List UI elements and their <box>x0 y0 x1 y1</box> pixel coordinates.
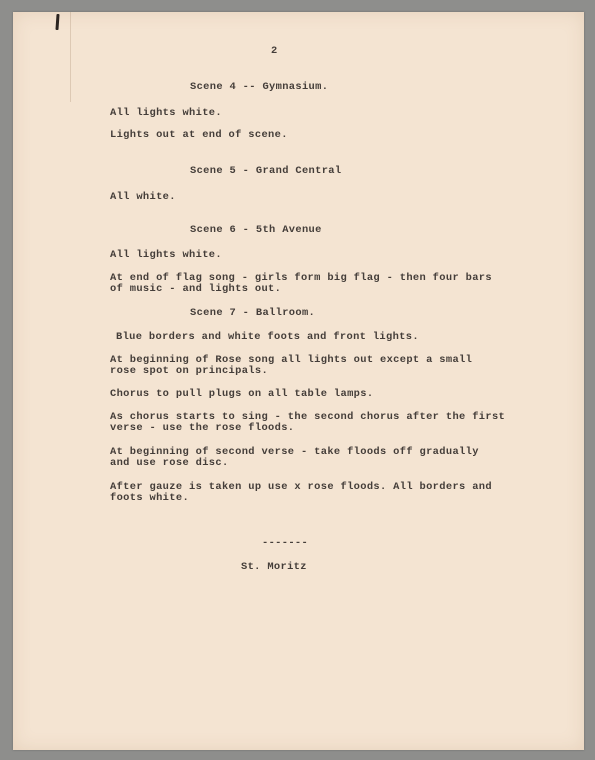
paper-crease <box>70 12 71 102</box>
scene-6-paragraph-2 <box>110 273 492 295</box>
typed-page <box>13 12 584 750</box>
page-number: 2 <box>271 45 278 57</box>
section-divider: ------- <box>262 537 309 549</box>
scene-5-heading: Scene 5 - Grand Central <box>190 165 342 177</box>
footer-location: St. Moritz <box>241 561 307 573</box>
paragraph-line: After gauze is taken up use x rose floods. All borders and <box>110 481 492 493</box>
paragraph-line: verse - use the rose floods. <box>110 422 295 434</box>
paragraph-line: As chorus starts to sing - the second chorus after the first <box>110 411 506 423</box>
scene-4-line-1: All lights white. <box>110 107 222 119</box>
scene-7-line-1: Blue borders and white foots and front lights. <box>116 331 419 343</box>
paragraph-line: rose spot on principals. <box>110 365 269 377</box>
scene-5-line-1: All white. <box>110 191 176 203</box>
paragraph-line: of music - and lights out. <box>110 283 282 295</box>
scene-7-paragraph-4 <box>110 412 505 434</box>
paragraph-line: foots white. <box>110 492 190 504</box>
scene-7-heading: Scene 7 - Ballroom. <box>190 307 316 319</box>
paragraph-line: At beginning of second verse - take floods off gradually <box>110 446 479 458</box>
scene-7-paragraph-2 <box>110 355 472 377</box>
scene-6-heading: Scene 6 - 5th Avenue <box>190 224 322 236</box>
scene-4-heading: Scene 4 -- Gymnasium. <box>190 81 329 93</box>
paragraph-line: At beginning of Rose song all lights out except a small <box>110 354 473 366</box>
scene-6-line-1: All lights white. <box>110 249 222 261</box>
scene-7-line-3: Chorus to pull plugs on all table lamps. <box>110 388 374 400</box>
paragraph-line: At end of flag song - girls form big flag - then four bars <box>110 272 492 284</box>
paragraph-line: and use rose disc. <box>110 457 229 469</box>
scene-7-paragraph-5 <box>110 447 479 469</box>
scene-7-paragraph-6 <box>110 482 492 504</box>
ink-mark <box>55 14 59 30</box>
scene-4-line-2: Lights out at end of scene. <box>110 129 288 141</box>
